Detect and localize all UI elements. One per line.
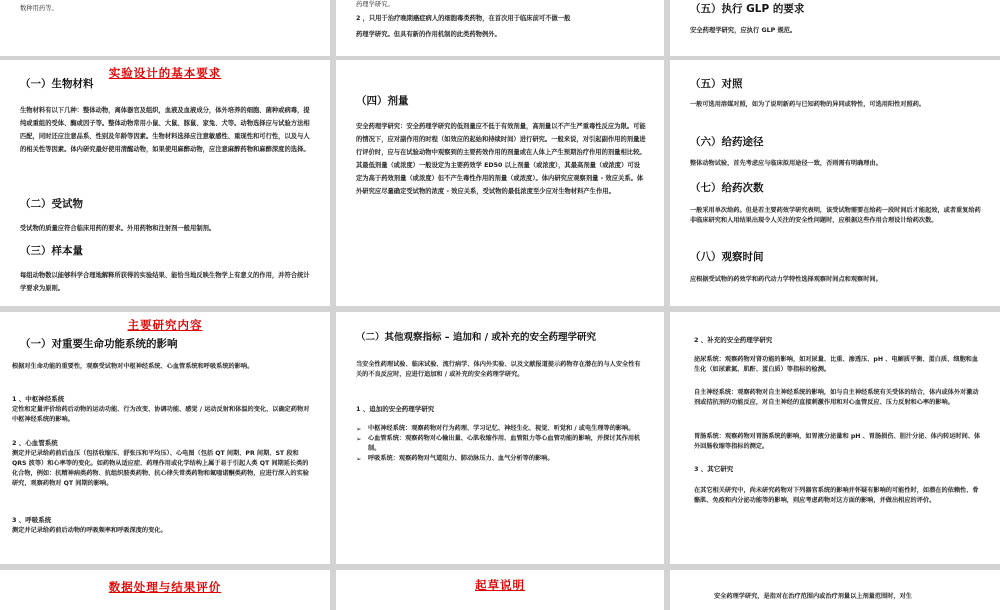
slide-4-paragraph-1: 生物材料有以下几种：整体动物，离体器官及组织，血液及血液成分，体外培养的细胞、菌种或病毒，提纯或重组的受体、酶或因子等。整体动物常用小鼠、大鼠、豚鼠、家兔、犬等。动物选择应与试验方法相匹配，同时还应注意品系、性别及年龄等因素。生物材料选择应注意敏感性、重现性和可行性，以及与人的相关性等因素。体内研究最好使用清醒动物，如果使用麻醉动物，应注意麻醉药物和麻醉深度的选择。: [20, 107, 310, 153]
slide-5-heading-1: （四）剂量: [356, 95, 409, 107]
slide-8: [336, 312, 664, 564]
slide-10: [0, 570, 330, 610]
slide-7-heading-1: （一）对重要生命功能系统的影响: [20, 338, 178, 350]
slide-7: [0, 312, 330, 564]
slide-7-item-2-title: 2 、心血管系统: [12, 439, 58, 447]
slide-6-paragraph-1: 一般可选用溶媒对照，如为了说明新药与已知药物的异同或特性，可选用阳性对照药。: [690, 101, 926, 108]
slide-7-item-1-title: 1 、中枢神经系统: [12, 395, 65, 403]
slide-4: [0, 60, 330, 306]
slide-6-paragraph-4: 应根据受试物的药效学和药代动力学特性选择观察时间点和观察时间。: [690, 276, 882, 283]
slide-8-list: [356, 424, 646, 464]
slide-10-title: 数据处理与结果评价: [108, 580, 222, 594]
slide-8-list-item: ➢ 中枢神经系统：观察药物对行为药理、学习记忆、神经生化、视觉、听觉和 / 或电生理等的影响。: [356, 424, 646, 434]
slide-6: [670, 60, 1000, 306]
slide-7-item-3-title: 3 、呼吸系统: [12, 516, 52, 524]
slide-7-item-3-text: 测定并记录给药前后动物的呼吸频率和呼吸深度的变化。: [12, 527, 167, 534]
slide-8-list-item: ➢ 心血管系统：观察药物对心输出量、心肌收缩作用、血管阻力等心血管功能的影响，并探讨其作用机制。: [356, 434, 646, 454]
slide-2-line2: 2 ，只用于治疗晚期癌症病人的细胞毒类药物，在首次用于临床前可不做一般: [356, 15, 571, 22]
slide-12-text: 安全药理学研究，是指对在治疗范围内或治疗剂量以上剂量范围时，对生: [714, 593, 912, 600]
slide-9-paragraph-3: 胃肠系统：观察药物对胃肠系统的影响，如胃液分泌量和 pH 、胃肠损伤、胆汁分泌、体内转运时间、体外回肠收缩等指标的测定。: [694, 433, 981, 450]
slide-3: [670, 0, 1000, 56]
slide-1: [0, 0, 330, 56]
slide-9: [670, 312, 1000, 564]
slide-7-intro: 根据对生命功能的重要性，观察受试物对中枢神经系统、心血管系统和呼吸系统的影响。: [12, 363, 254, 370]
slide-9-paragraph-2: 自主神经系统：观察药物对自主神经系统的影响，如与自主神经系统有关受体的结合，体内或体外对激动剂或拮抗剂的功能反应，对自主神经的直接刺激作用和对心血管反应、压力反射和心率的影响。: [694, 389, 979, 406]
slide-8-intro: 当安全性药理试验、临床试验、流行病学、体内外实验、以及文献报道提示药物存在潜在的与人安全性有关的不良反应时，应进行追加和 / 或补充的安全药理学研究。: [356, 361, 641, 378]
slide-4-paragraph-3: 每组动物数以能够科学合理地解释所获得的实验结果、能恰当地反映生物学上有意义的作用，并符合统计学要求为原则。: [20, 272, 310, 292]
slide-6-heading-4: （八）观察时间: [690, 251, 764, 263]
slide-4-heading-1: （一）生物材料: [20, 78, 94, 90]
slide-9-paragraph-4: 在其它相关研究中，尚未研究药物对下列器官系统的影响并怀疑有影响的可能性时，如潜在的依赖性、骨骼肌、免疫和内分泌功能等的影响，则应考虑药物对这方面的影响，并做出相应的评价。: [694, 487, 979, 504]
slide-11: [336, 570, 664, 610]
slide-9-paragraph-1: 泌尿系统：观察药物对肾功能的影响，如对尿量、比重、渗透压、pH 、电解质平衡、蛋白质、细胞和血生化（如尿素氮、肌酐、蛋白质）等指标的检测。: [694, 356, 979, 373]
slide-7-item-2-text: 测定并记录给药前后血压（包括收缩压、舒张压和平均压）、心电图（包括 QT 间期、PR 间期、ST 段和 QRS 波等）和心率等的变化。如药物从适应症、药理作用或化学结构上属于易于引起人类 QT 间期延长类的化合物，例如：抗精神病类药物、抗组织胺类药物、抗心律失常类药物和氟喹诺酮类药物，应进行深入的实验研究，观察药物对 QT 间期的影响。: [12, 450, 309, 487]
slide-4-paragraph-2: 受试物的质量应符合临床用药的要求。外用药物和注射剂一般用制剂。: [20, 225, 216, 232]
slide-4-title: 实验设计的基本要求: [108, 66, 222, 80]
slide-9-item-3-title: 3 、其它研究: [694, 465, 734, 473]
slide-11-title: 起草说明: [475, 578, 525, 592]
slide-1-text: 数种用药等。: [20, 5, 58, 12]
slide-5: [336, 60, 664, 306]
slide-3-text: 安全药理学研究，应执行 GLP 规范。: [690, 27, 797, 34]
slide-6-paragraph-3: 一般采用单次给药。但是若主要药效学研究表明，该受试物需要在给药一段时间后才能起效，或者重复给药非临床研究和人用结果出现令人关注的安全性问题时，应根据这些作用合理设计给药次数。: [690, 207, 981, 224]
slide-6-heading-1: （五）对照: [690, 78, 743, 90]
slide-2-line1: 药理学研究。: [356, 1, 394, 8]
slide-12: [670, 570, 1000, 610]
slide-2-line3: 药理学研究。但具有新的作用机制的此类药物例外。: [356, 31, 501, 38]
slide-8-item-1-title: 1 、追加的安全药理学研究: [356, 405, 435, 413]
slide-5-paragraph-1: 安全药理学研究：安全药理学研究的低剂量应不低于有效剂量，高剂量以不产生严重毒性反应为限。可能的情况下，应对副作用的时程（如效应的起始和持续时间）进行研究。一般来说，对引起副作用的剂量进行评价时，应与在试验动物中观察到的主要药效作用的剂量或在人体上产生预期治疗作用的剂量相比较。其最低剂量（或浓度）一般设定为主要药效学 ED50 以上剂量（或浓度），其最高剂量（或浓度）可设定为高于药效剂量（或浓度）但不产生毒性作用的剂量（或浓度）。体内研究应观察剂量 - 效应关系。体外研究应尽量确定受试物的浓度 - 效应关系，受试物的最低浓度至少应对生物材料产生作用。: [356, 123, 646, 195]
slide-8-heading-1: （二）其他观察指标 – 追加和 / 或补充的安全药理学研究: [356, 332, 596, 343]
slide-3-heading: （五）执行 GLP 的要求: [690, 3, 805, 15]
slide-4-heading-3: （三）样本量: [20, 245, 83, 257]
slide-9-item-2-title: 2 、补充的安全药理学研究: [694, 336, 773, 344]
slide-6-paragraph-2: 整体动物试验，首先考虑应与临床拟用途径一致，否则需有明确理由。: [690, 160, 882, 167]
slide-7-item-1-text: 定性和定量评价给药后动物的运动功能、行为改变、协调功能、感觉 / 运动反射和体温的变化，以确定药物对中枢神经系统的影响。: [12, 406, 310, 423]
slide-6-heading-3: （七）给药次数: [690, 182, 764, 194]
slide-8-list-item: ➢ 呼吸系统：观察药物对气道阻力、肺动脉压力、血气分析等的影响。: [356, 454, 646, 464]
slide-6-heading-2: （六）给药途径: [690, 136, 764, 148]
slide-2: [336, 0, 664, 56]
slide-7-title: 主要研究内容: [127, 318, 203, 332]
slide-4-heading-2: （二）受试物: [20, 198, 83, 210]
